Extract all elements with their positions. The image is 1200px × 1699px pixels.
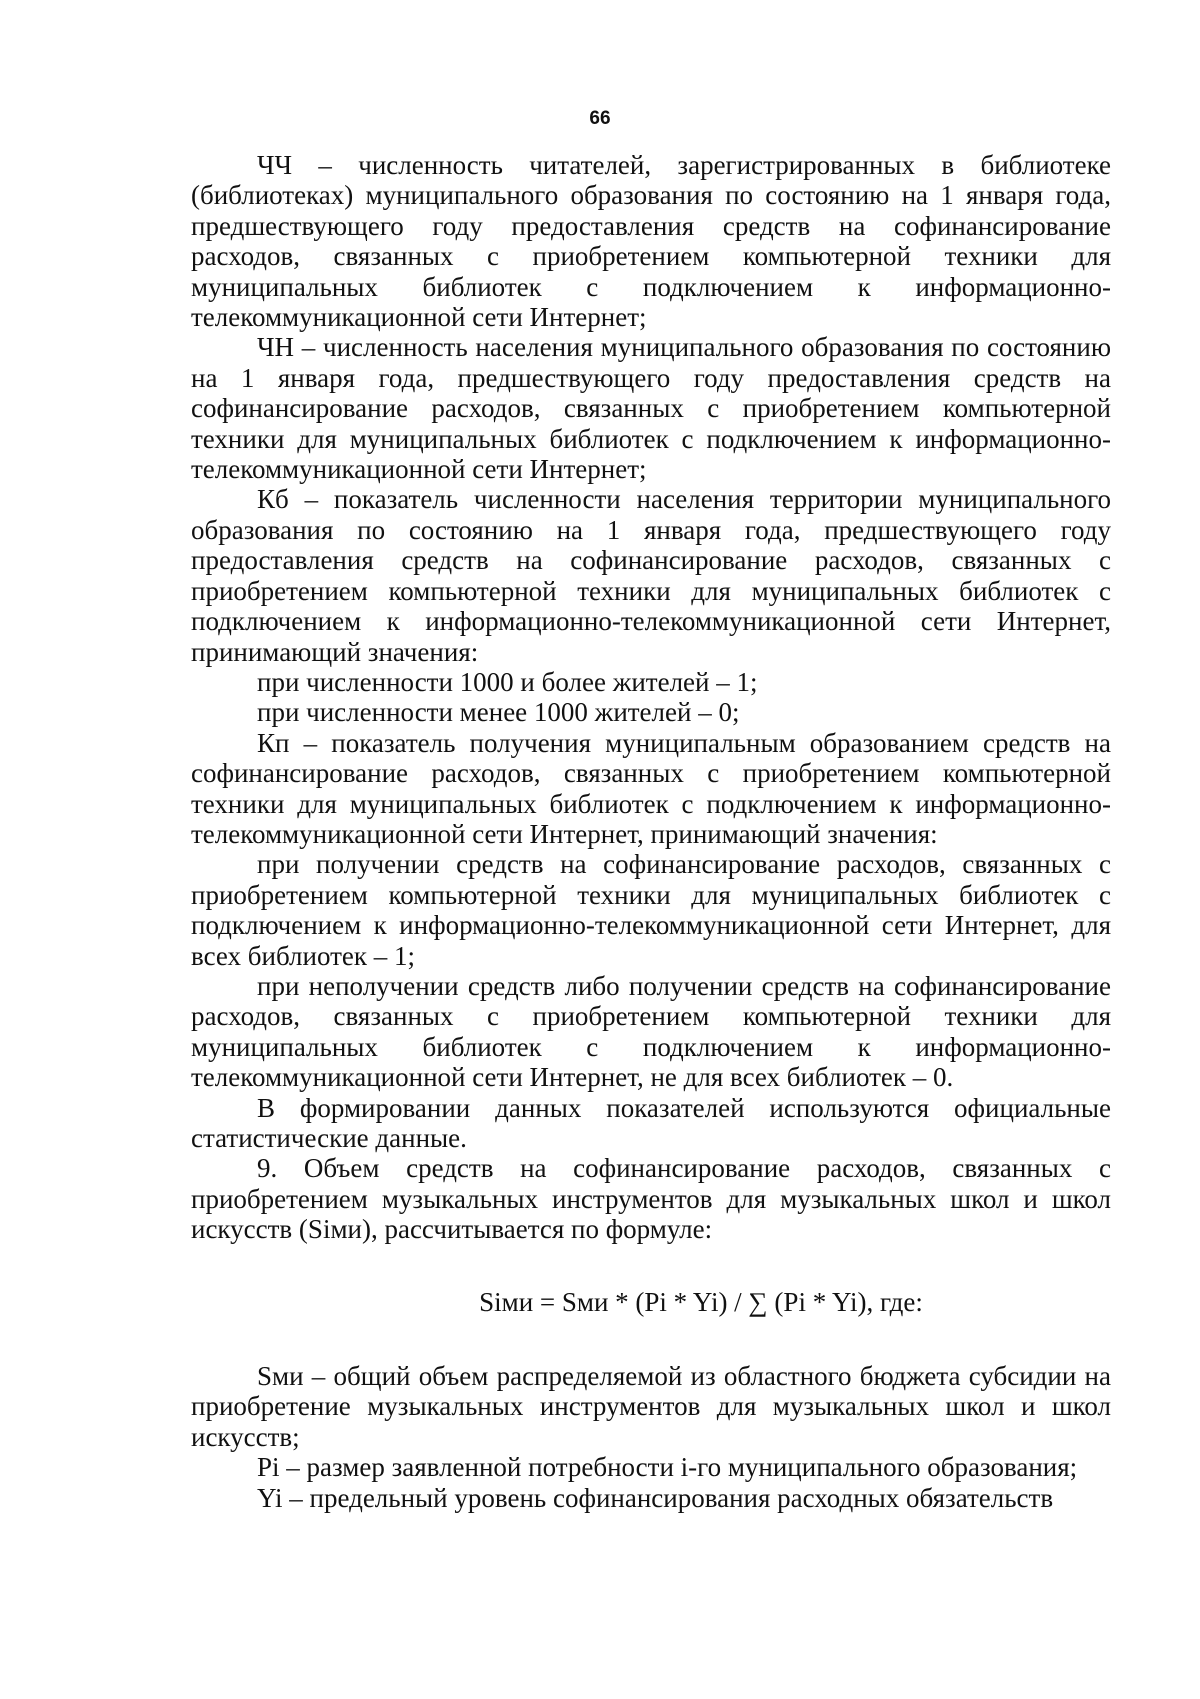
paragraph-chch-definition: ЧЧ – численность читателей, зарегистрированных в библиотеке (библиотеках) муниципального образования по состоянию на 1 января года, предшествующего году предоставления средств на софинансирование расходов, связанных с приобретением компьютерной техники для муниципальных библиотек с подключением к информационно-телекоммуникационной сети Интернет; (191, 150, 1111, 333)
page-number: 66 (589, 108, 611, 129)
paragraph-kp-definition: Кп – показатель получения муниципальным образованием средств на софинансирование расходов, связанных с приобретением компьютерной техники для муниципальных библиотек с подключением к информационно-телекоммуникационной сети Интернет, принимающий значения: (191, 727, 1111, 849)
definition-pi: Pi – размер заявленной потребности i-го муниципального образования; (257, 1452, 1078, 1483)
document-body (191, 150, 1111, 1513)
paragraph-kb-definition: Кб – показатель численности населения территории муниципального образования по состоянию на 1 января года, предшествующего году предоставления средств на софинансирование расходов, связанных с приобретением компьютерной техники для муниципальных библиотек с подключением к информационно-телекоммуникационной сети Интернет, принимающий значения: (191, 484, 1111, 667)
paragraph-kp-value-1: при получении средств на софинансирование расходов, связанных с приобретением компьютерной техники для муниципальных библиотек с подключением к информационно-телекоммуникационной сети Интернет, для всех библиотек – 1; (191, 849, 1111, 971)
paragraph-item-9: 9. Объем средств на софинансирование расходов, связанных с приобретением музыкальных инструментов для музыкальных школ и школ искусств (Siми), рассчитывается по формуле: (191, 1153, 1111, 1245)
formula-simi: Siми = Sми * (Pi * Yi) / ∑ (Pi * Yi), где: (479, 1286, 923, 1317)
paragraph-kb-value-1: при численности 1000 и более жителей – 1; (257, 666, 758, 697)
paragraph-kb-value-0: при численности менее 1000 жителей – 0; (257, 697, 740, 728)
definition-yi: Yi – предельный уровень софинансирования расходных обязательств (257, 1482, 1054, 1513)
paragraph-kp-value-0: при неполучении средств либо получении средств на софинансирование расходов, связанных с приобретением компьютерной техники для муниципальных библиотек с подключением к информационно-телекоммуникационной сети Интернет, не для всех библиотек – 0. (191, 970, 1111, 1093)
paragraph-chn-definition: ЧН – численность населения муниципального образования по состоянию на 1 января года, предшествующего году предоставления средств на софинансирование расходов, связанных с приобретением компьютерной техники для муниципальных библиотек с подключением к информационно-телекоммуникационной сети Интернет; (191, 332, 1111, 485)
paragraph-statistics-note: В формировании данных показателей используются официальные статистические данные. (191, 1092, 1111, 1153)
definition-smi: Sми – общий объем распределяемой из областного бюджета субсидии на приобретение музыкальных инструментов для музыкальных школ и школ искусств; (191, 1361, 1111, 1452)
